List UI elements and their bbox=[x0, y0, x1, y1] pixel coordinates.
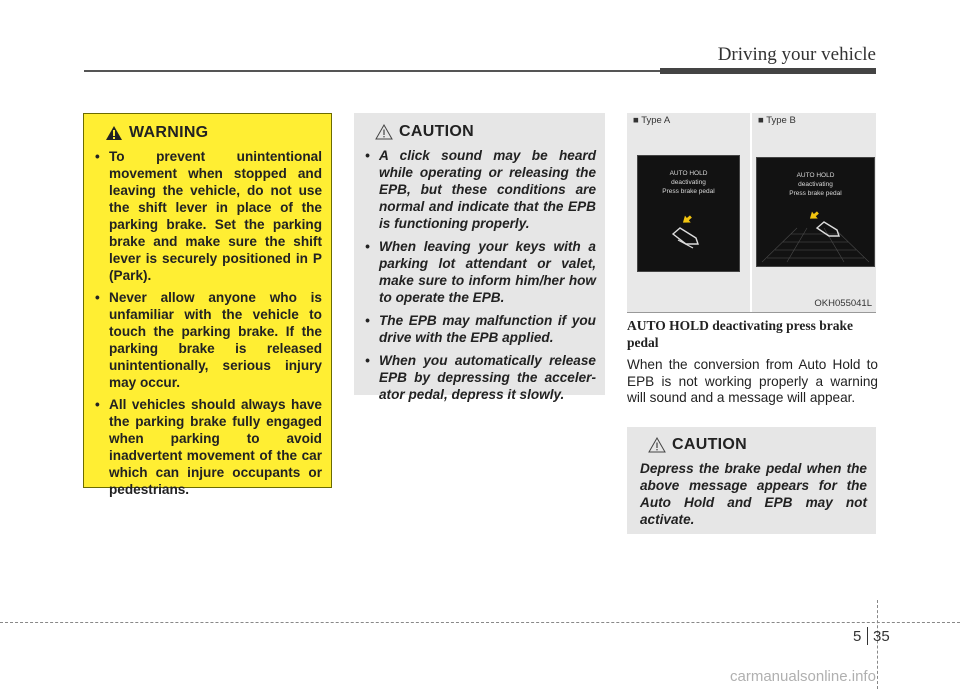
screen-line: deactivating bbox=[671, 179, 706, 186]
caution-title: CAUTION bbox=[399, 123, 474, 140]
watermark: carmanualsonline.info bbox=[730, 668, 876, 685]
warning-list bbox=[93, 148, 322, 498]
type-a-label: ■ Type A bbox=[633, 115, 671, 126]
caution-box bbox=[627, 427, 876, 534]
caution-title: CAUTION bbox=[672, 436, 747, 453]
caution-triangle-icon bbox=[648, 437, 666, 453]
caution-item: • When you automatically release EPB by depressing the acceler-ator pedal, depress it slowly. bbox=[363, 352, 596, 403]
figure-divider bbox=[750, 113, 752, 312]
type-b-label: ■ Type B bbox=[758, 115, 796, 126]
chapter-number: 5 bbox=[853, 628, 862, 645]
warning-header bbox=[105, 124, 322, 142]
section-body: When the conversion from Auto Hold to EPB is not working properly a warning will sound and a message will appear. bbox=[627, 357, 878, 405]
caution-text: Depress the brake pedal when the above message appears for the Auto Hold and EPB may not activate. bbox=[640, 461, 867, 527]
caution-header bbox=[648, 436, 867, 454]
page-number: 35 bbox=[873, 628, 890, 645]
page-number-divider bbox=[867, 627, 868, 645]
warning-triangle-icon bbox=[105, 125, 123, 141]
caution-triangle-icon bbox=[375, 124, 393, 140]
caution-item: • A click sound may be heard while operating or releasing the EPB, but these conditions are normal and indicate that the EPB is functioning properly. bbox=[363, 147, 596, 232]
warning-box bbox=[83, 113, 332, 497]
warning-title: WARNING bbox=[129, 124, 209, 141]
figure-code: OKH055041L bbox=[814, 298, 872, 309]
cluster-screen-type-b bbox=[756, 157, 875, 267]
cluster-message-figure bbox=[627, 113, 876, 313]
brake-pedal-icon bbox=[638, 156, 739, 271]
footer-rule bbox=[0, 622, 960, 623]
screen-line: AUTO HOLD bbox=[796, 172, 835, 179]
header-rule-accent bbox=[660, 68, 876, 74]
page-section-title: Driving your vehicle bbox=[717, 44, 876, 65]
caution-list bbox=[363, 147, 596, 403]
section-heading: AUTO HOLD deactivating press brake pedal bbox=[627, 318, 854, 350]
caution-item: • The EPB may malfunction if you drive with the EPB applied. bbox=[363, 312, 596, 346]
caution-item: • When leaving your keys with a parking lot attendant or valet, make sure to inform him/her how to operate the EPB. bbox=[363, 238, 596, 306]
caution-header bbox=[375, 123, 596, 141]
brake-pedal-icon bbox=[757, 158, 874, 266]
caution-box bbox=[354, 113, 605, 402]
warning-item: • All vehicles should always have the parking brake fully engaged when parking to avoid inadvertent movement of the car which can injure occupants or pedestrians. bbox=[93, 396, 322, 498]
warning-item: • To prevent unintentional movement when stopped and leaving the vehicle, do not use the shift lever in place of the parking brake. Set the parking brake and make sure the shift lever is securely positioned in P (Park). bbox=[93, 148, 322, 284]
screen-line: deactivating bbox=[798, 181, 833, 188]
screen-line: AUTO HOLD bbox=[669, 170, 708, 177]
warning-item: • Never allow anyone who is unfamiliar with the vehicle to touch the parking brake. If the parking brake is released unintentionally, serious injury may occur. bbox=[93, 289, 322, 391]
screen-line: Press brake pedal bbox=[662, 188, 715, 195]
cluster-screen-type-a bbox=[637, 155, 740, 272]
screen-line: Press brake pedal bbox=[789, 190, 842, 197]
